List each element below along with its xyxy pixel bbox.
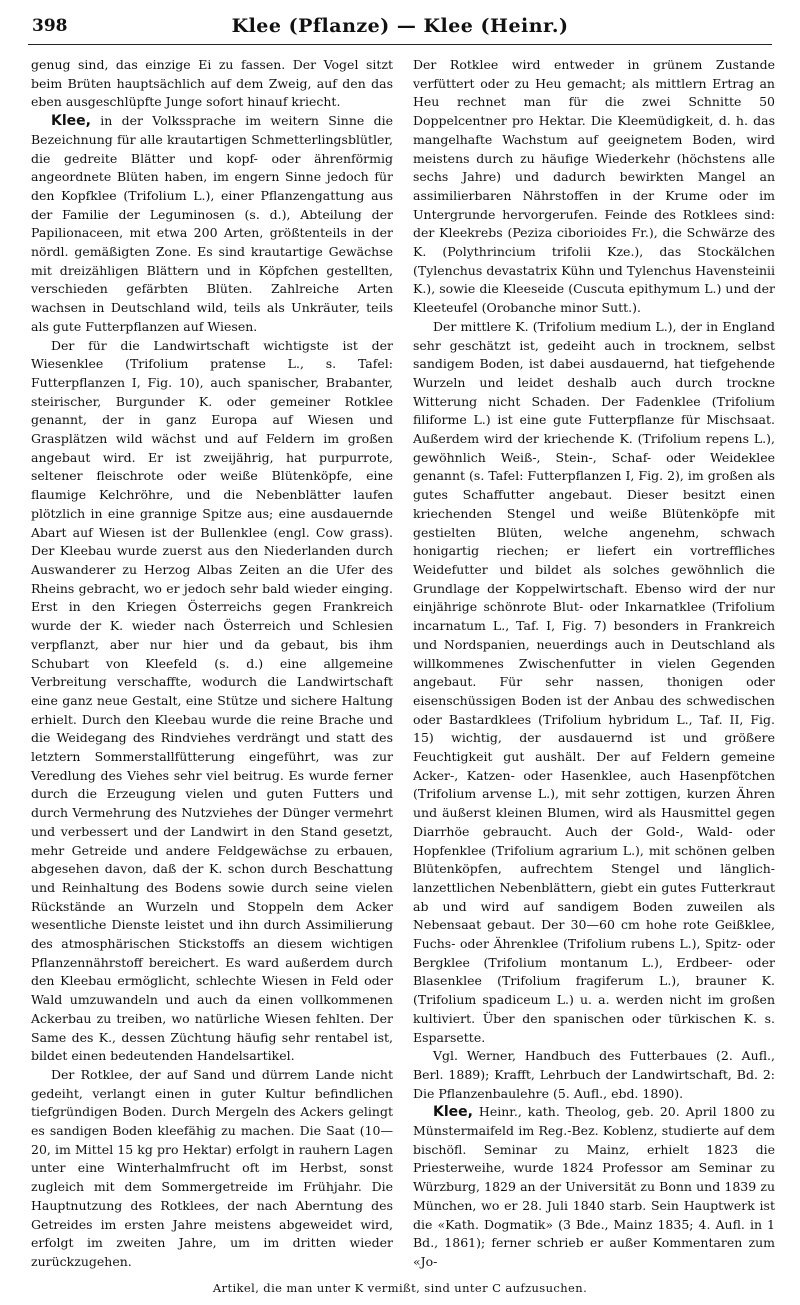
paragraph-rotklee-cultivation: Der Rotklee, der auf Sand und dürrem Lande nicht gedeiht, verlangt einen in guter Kultur befindlichen tiefgründigen Boden. Durch Mergeln des Ackers gelingt es sandigen Boden kleefähig zu machen. Die Saat (10—20, im Mittel 15 kg pro Hektar) erfolgt in rauhern Lagen unter eine Winterhalmfrucht oft im Herbst, sonst zugleich mit dem Sommergetreide im Frühjahr. Die Hauptnutzung des Rotklees, der nach Aberntung des Getreides im ersten Jahre meistens abgeweidet wird, erfolgt im zweiten Jahre, um im dritten wieder zurückzugehen. [31, 1066, 393, 1269]
entry-klee-heinrich [413, 1103, 775, 1271]
page-footer-note: Artikel, die man unter K vermißt, sind unter C aufzusuchen. [212, 1281, 588, 1295]
paragraph-klee-varieties: Der mittlere K. (Trifolium medium L.), der in England sehr geschätzt ist, gedeiht auch in trocknem, selbst sandigem Boden, ist dabei ausdauernd, hat tiefgehende Wurzeln und leidet deshalb auch durch trockne Witterung nicht Schaden. Der Fadenklee (Trifolium filiforme L.) ist eine gute Futterpflanze für Mischsaat. Außerdem wird der kriechende K. (Trifolium repens L.), gewöhnlich Weiß-, Stein-, Schaf- oder Weideklee genannt (s. Tafel: Futterpflanzen I, Fig. 2), im großen als gutes Schaffutter angebaut. Dieser besitzt einen kriechenden Stengel und weiße Blütenköpfe mit gestielten Blüten, welche angenehm, schwach honigartig riechen; er liefert ein vortreffliches Weidefutter und bildet als solches gewöhnlich die Grundlage der Koppelwirtschaft. Ebenso wird der nur einjährige schönrote Blut- oder Inkarnatklee (Trifolium incarnatum L., Taf. I, Fig. 7) besonders in Frankreich und Nordspanien, neuerdings auch in Deutschland als willkommenes Zwischenfutter in vielen Gegenden angebaut. Für sehr nassen, thonigen oder eisenschüssigen Boden ist der Anbau des schwedischen oder Bastardklees (Trifolium hybridum L., Taf. II, Fig. 15) wichtig, der ausdauernd ist und größere Feuchtigkeit gut aushält. Der auf Feldern gemeine Acker-, Katzen- oder Hasenklee, auch Hasenpfötchen (Trifolium arvense L.), mit sehr zottigen, kurzen Ähren und äußerst kleinen Blumen, wird als Hausmittel gegen Diarrhöe gebraucht. Auch der Gold-, Wald- oder Hopfenklee (Trifolium agrarium L.), mit schönen gelben Blütenköpfen, aufrechtem Stengel und länglich-lanzettlichen Nebenblättern, giebt ein gutes Futterkraut ab und wird auf sandigem Boden zuweilen als Nebensaat gebaut. Der 30—60 cm hohe rote Geißklee, Fuchs- oder Ährenklee (Trifolium rubens L.), Spitz- oder Bergklee (Trifolium montanum L.), Erdbeer- oder Blasenklee (Trifolium fragiferum L.), brauner K. (Trifolium spadiceum L.) u. a. werden nicht im großen kultiviert. Über den spanischen oder türkischen K. s. Esparsette. [413, 318, 775, 1045]
entry-klee-plant [31, 112, 393, 336]
lemma-klee: Klee, [51, 113, 91, 130]
paragraph-wiesenklee: Der für die Landwirtschaft wichtigste ist der Wiesenklee (Trifolium pratense L., s. Tafel: Futterpflanzen I, Fig. 10), auch spanischer, Brabanter, steirischer, Burgunder K. oder gemeiner Rotklee genannt, der in ganz Europa auf Wiesen und Grasplätzen wild wächst und auf Feldern im großen angebaut wird. Er ist zweijährig, hat purpurrote, seltener fleischrote oder weiße Blütenköpfe, eine flaumige Kelchröhre, und die Nebenblätter laufen plötzlich in eine grannige Spitze aus; eine ausdauernde Abart auf Wiesen ist der Bullenklee (engl. Cow grass). Der Kleebau wurde zuerst aus den Niederlanden durch Auswanderer zu Herzog Albas Zeiten an die Ufer des Rheins gebracht, wo er jedoch sehr bald wieder einging. Erst in den Kriegen Österreichs gegen Frankreich wurde der K. wieder nach Österreich und Schlesien verpflanzt, aber nur hier und da gebaut, bis ihm Schubart von Kleefeld (s. d.) eine allgemeine Verbreitung verschaffte, wodurch die Landwirtschaft eine ganz neue Gestalt, eine Stütze und sichere Haltung erhielt. Durch den Kleebau wurde die reine Brache und die Weidegang des Rindviehes verdrängt und statt des letztern Sommerstallfütterung eingeführt, was zur Veredlung des Viehes sehr viel beitrug. Es wurde ferner durch die Erzeugung vielen und guten Futters und durch Vermehrung des Nutzviehes der Dünger vermehrt und verbessert und der Landwirt in den Stand gesetzt, mehr Getreide und andere Feldgewächse zu erbauen, abgesehen davon, daß der K. schon durch Beschattung und Reinhaltung des Bodens sowie durch seine vielen Rückstände an Wurzeln und Stoppeln dem Acker wesentliche Dienste leistet und ihn durch Assimilierung des atmosphärischen Stickstoffs an diesem wichtigen Pflanzennährstoff bereichert. Es ward außerdem durch den Kleebau ermöglicht, schlechte Wiesen in Feld oder Wald umzuwandeln und auch da einen vollkommenen Ackerbau zu treiben, wo natürliche Wiesen fehlten. Der Same des K., dessen Züchtung häufig sehr rentabel ist, bildet einen bedeutenden Handelsartikel. [31, 337, 393, 1064]
paragraph-rotklee-use: Der Rotklee wird entweder in grünem Zustande verfüttert oder zu Heu gemacht; als mittlern Ertrag an Heu rechnet man für die zwei Schnitte 50 Doppelcentner pro Hektar. Die Kleemüdigkeit, d. h. das mangelhafte Wachstum auf geeignetem Boden, wird meistens durch zu häufige Wiederkehr (höchstens alle sechs Jahre) und dadurch bewirkten Mangel an assimilierbaren Nährstoffen in der Krume oder im Untergrunde hervorgerufen. Feinde des Rotklees sind: der Kleekrebs (Peziza ciborioides Fr.), die Schwärze des K. (Polythrincium trifolii Kze.), das Stockälchen (Tylenchus devastatrix Kühn und Tylenchus Havensteinii K.), sowie die Kleeseide (Cuscuta epithymum L.) und der Kleeteufel (Orobanche minor Sutt.). [413, 57, 775, 316]
entry-klee-plant-text: in der Volkssprache im weitern Sinne die Bezeichnung für alle krautartigen Schmetterlingsblütler, die gedreite Blätter und kopf- oder ährenförmig angeordnete Blüten haben, im engern Sinne jedoch für den Kopfklee (Trifolium L.), einer Pflanzengattung aus der Familie der Leguminosen (s. d.), Abteilung der Papilionaceen, mit etwa 200 Arten, größtenteils in der nördl. gemäßigten Zone. Es sind krautartige Gewächse mit dreizähligen Blättern und in Köpfchen gestellten, verschieden gefärbten Blüten. Zahlreiche Arten wachsen in Deutschland wild, teils als Unkräuter, teils als gute Futterpflanzen auf Wiesen. [31, 113, 393, 334]
lemma-klee-heinrich: Klee, [433, 1104, 473, 1121]
page-number: 398 [32, 16, 68, 36]
paragraph-references: Vgl. Werner, Handbuch des Futterbaues (2. Aufl., Berl. 1889); Krafft, Lehrbuch der Landwirtschaft, Bd. 2: Die Pflanzenbaulehre (5. Aufl., ebd. 1890). [413, 1048, 775, 1101]
paragraph-bird-end: genug sind, das einzige Ei zu fassen. Der Vogel sitzt beim Brüten hauptsächlich auf dem Zweig, auf den das eben ausgeschlüpfte Junge sofort hinauf kriecht. [31, 57, 393, 110]
entry-klee-heinrich-text: Heinr., kath. Theolog, geb. 20. April 1800 zu Münstermaifeld im Reg.-Bez. Koblenz, studierte auf dem bischöfl. Seminar zu Mainz, erhielt 1823 die Priesterweihe, wurde 1824 Professor am Seminar zu Würzburg, 1829 an der Universität zu Bonn und 1839 zu München, wo er 28. Juli 1840 starb. Sein Hauptwerk ist die «Kath. Dogmatik» (3 Bde., Mainz 1835; 4. Aufl. in 1 Bd., 1861); ferner schrieb er außer Kommentaren zum «Jo- [413, 1104, 775, 1269]
page-header [28, 10, 772, 45]
running-head: Klee (Pflanze) — Klee (Heinr.) [231, 15, 569, 37]
right-column [413, 56, 775, 1272]
left-column [31, 56, 393, 1272]
